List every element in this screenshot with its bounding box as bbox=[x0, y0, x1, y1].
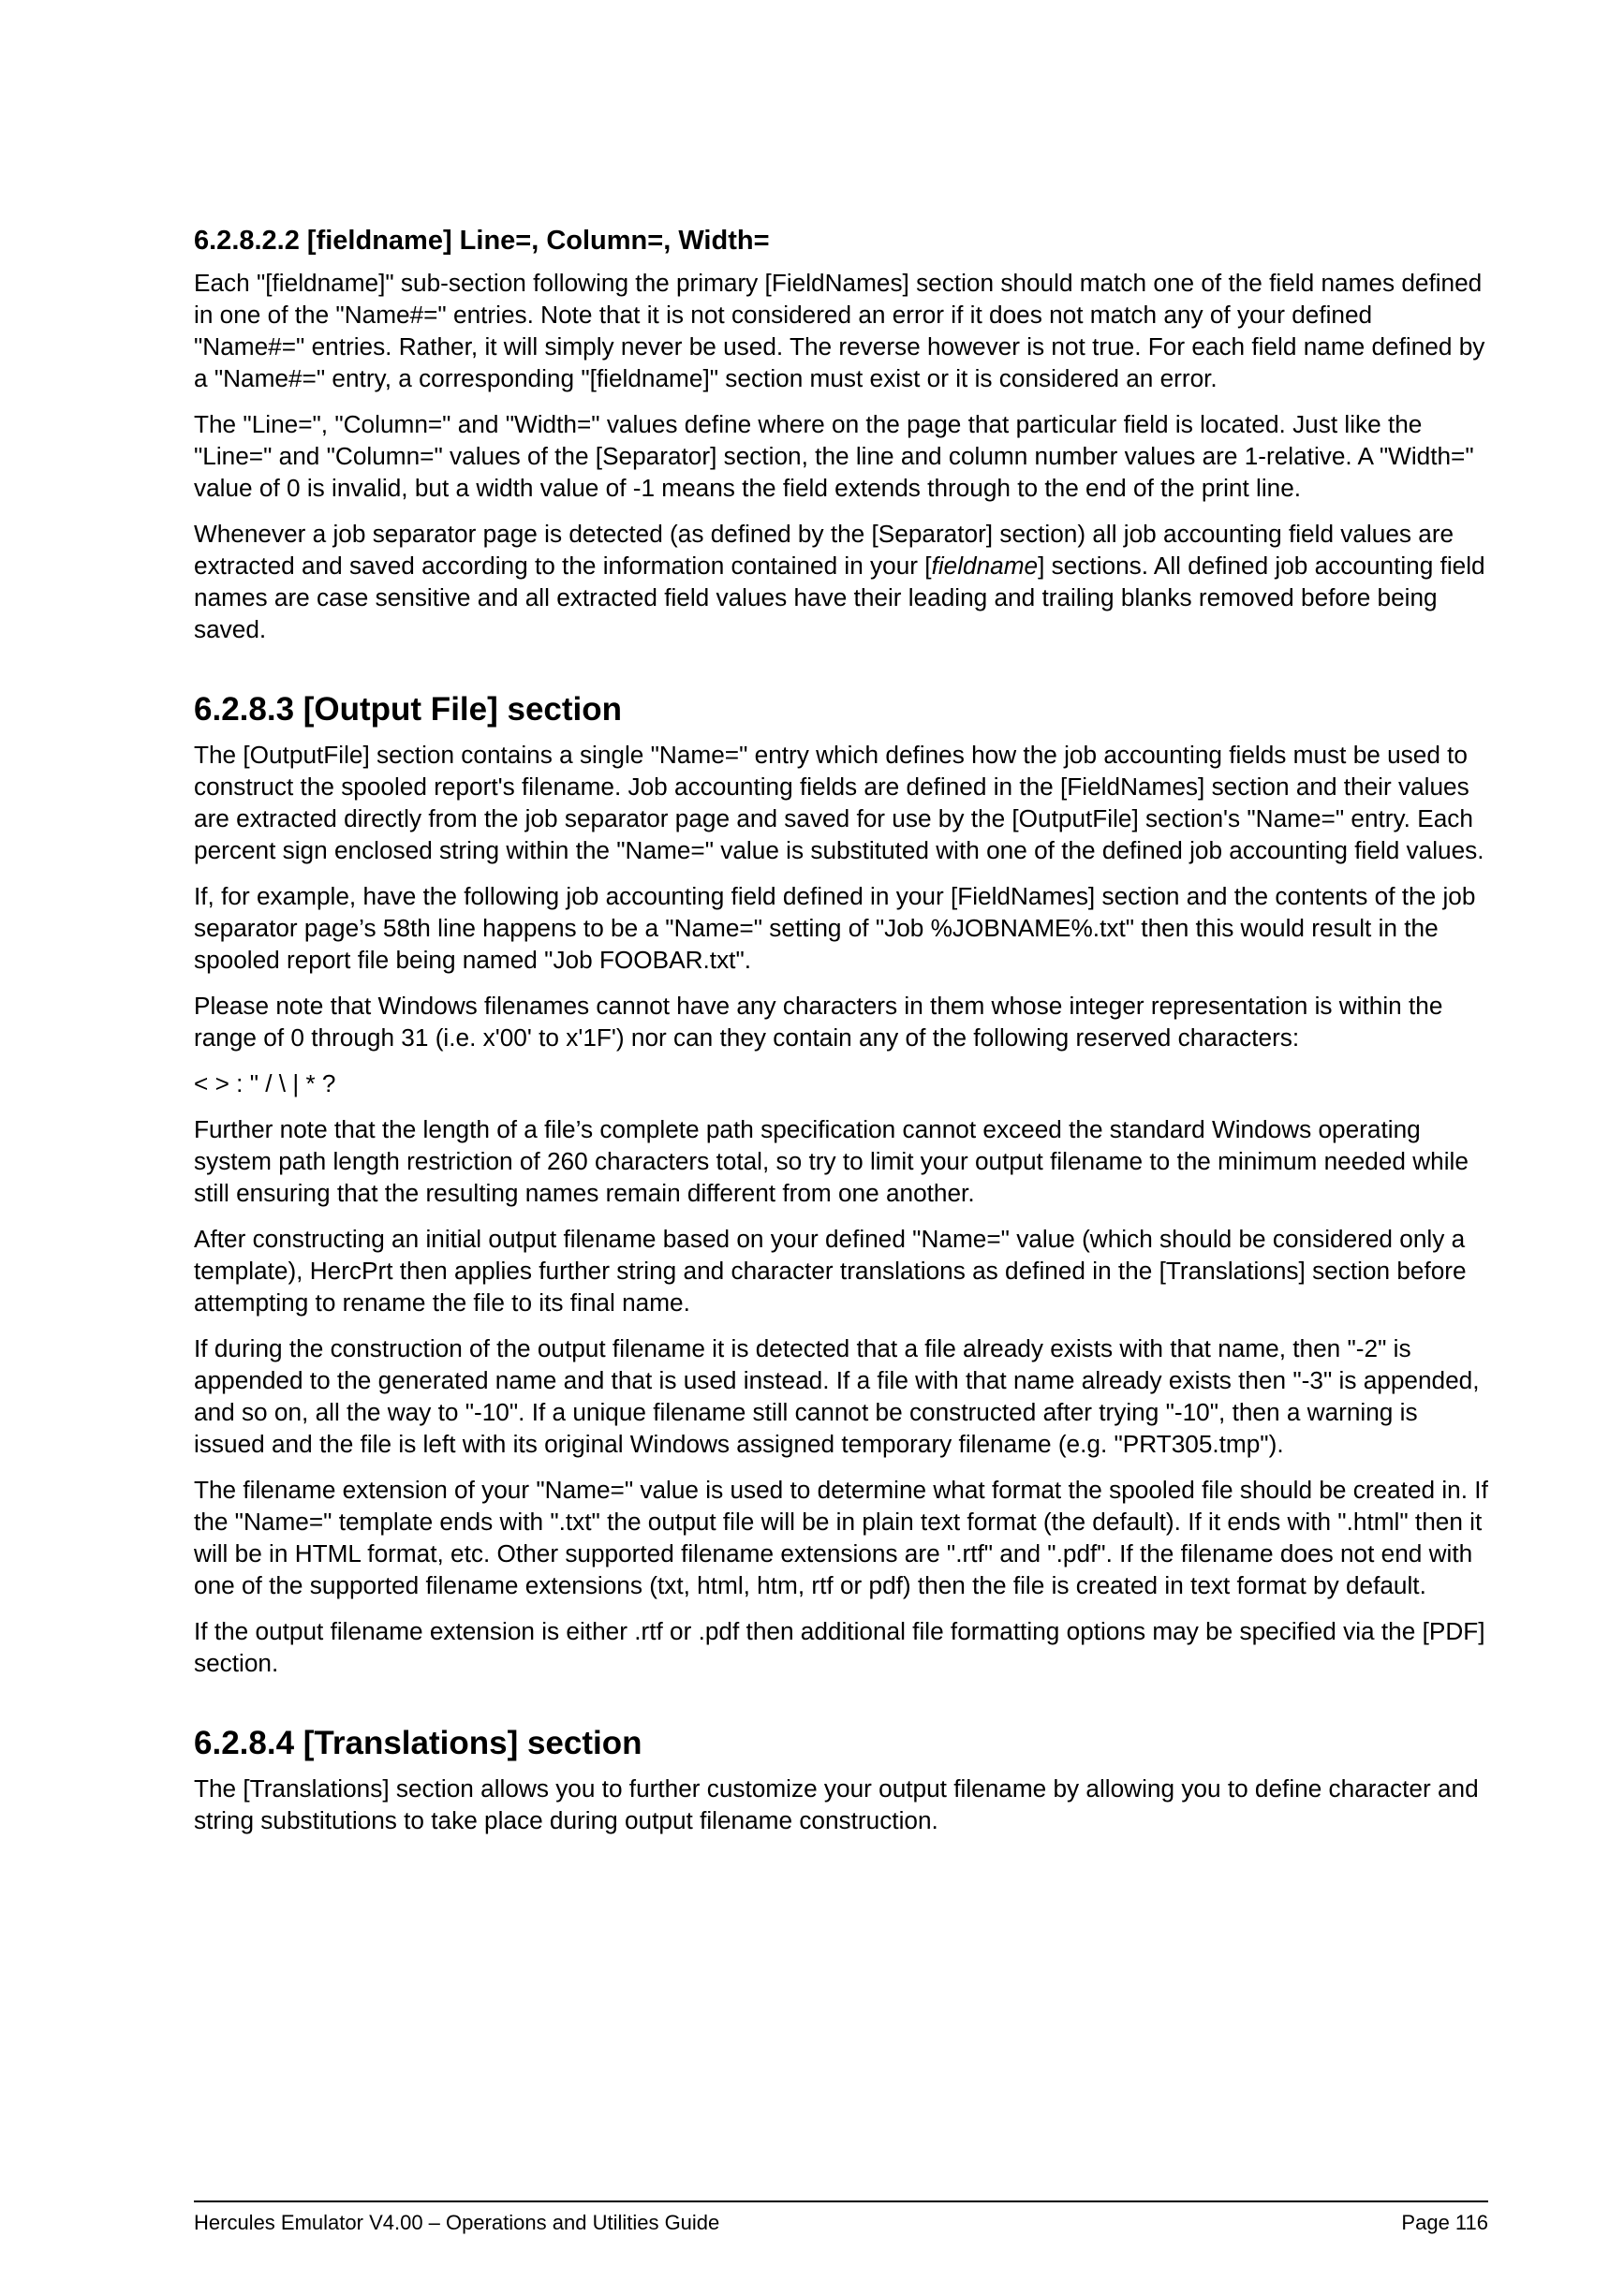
paragraph: The "Line=", "Column=" and "Width=" values define where on the page that particular field is located. Just like the "Line=" and "Column=" values of the [Separator] section, the line and column number values are 1-relative. A "Width=" value of 0 is invalid, but a width value of -1 means the field extends through to the end of the print line. bbox=[194, 409, 1474, 502]
heading-output-file: 6.2.8.3 [Output File] section bbox=[194, 690, 623, 728]
paragraph: After constructing an initial output filename based on your defined "Name=" value (which should be considered only a template), HercPrt then applies further string and character translations as defined in the [Translations] section before attempting to rename the file to its final name. bbox=[194, 1224, 1467, 1317]
heading-fieldname: 6.2.8.2.2 [fieldname] Line=, Column=, Width= bbox=[194, 226, 770, 256]
heading-translations: 6.2.8.4 [Translations] section bbox=[194, 1724, 642, 1761]
paragraph: The [OutputFile] section contains a single "Name=" entry which defines how the job accounting fields must be used to construct the spooled report's filename. Job accounting fields are defined in the [FieldNames] section and their values are extracted directly from the job separator page and saved for use by the [OutputFile] section's "Name=" entry. Each percent sign enclosed string within the "Name=" value is substituted with one of the defined job accounting field values. bbox=[194, 740, 1484, 864]
paragraph: The filename extension of your "Name=" value is used to determine what format the spooled file should be created in. If the "Name=" template ends with ".txt" the output file will be in plain text format (the default). If it ends with ".html" then it will be in HTML format, etc. Other supported filename extensions are ".rtf" and ".pdf". If the filename does not end with one of the supported filename extensions (txt, html, htm, rtf or pdf) then the file is created in text format by default. bbox=[194, 1475, 1488, 1599]
text-span: Whenever a job separator page is detected (as defined by the [Separator] section) all job accounting field values are extracted and saved according to the information contained in your [ bbox=[194, 519, 1454, 580]
paragraph: If, for example, have the following job accounting field defined in your [FieldNames] section and the contents of the job separator page’s 58th line happens to be a "Name=" setting of "Job %JOBNAME%.txt" then this would result in the spooled report file being named "Job FOOBAR.txt". bbox=[194, 881, 1476, 974]
paragraph: Please note that Windows filenames cannot have any characters in them whose integer representation is within the range of 0 through 31 (i.e. x'00' to x'1F') nor can they contain any of the following reserved characters: bbox=[194, 991, 1443, 1052]
paragraph: If the output filename extension is either .rtf or .pdf then additional file formatting options may be specified via the [PDF] section. bbox=[194, 1616, 1485, 1677]
reserved-characters: < > : " / \ | * ? bbox=[194, 1068, 336, 1097]
page-content bbox=[194, 225, 1488, 1850]
text-span: ] sections. All defined job accounting field names are case sensitive and all extracted field values have their leading and trailing blanks removed before being saved. bbox=[194, 551, 1485, 643]
paragraph: If during the construction of the output filename it is detected that a file already exists with that name, then "-2" is appended to the generated name and that is used instead. If a file with that name already exists then "-3" is appended, and so on, all the way to "-10". If a unique filename still cannot be constructed after trying "-10", then a warning is issued and the file is left with its original Windows assigned temporary filename (e.g. "PRT305.tmp"). bbox=[194, 1333, 1480, 1458]
page-footer bbox=[194, 2200, 1488, 2236]
paragraph: The [Translations] section allows you to further customize your output filename by allowing you to define character and string substitutions to take place during output filename construction. bbox=[194, 1774, 1479, 1834]
paragraph: Further note that the length of a file’s complete path specification cannot exceed the standard Windows operating system path length restriction of 260 characters total, so try to limit your output filename to the minimum needed while still ensuring that the resulting names remain different from one another. bbox=[194, 1114, 1469, 1207]
page-number: Page 116 bbox=[1401, 2211, 1488, 2234]
paragraph: Each "[fieldname]" sub-section following the primary [FieldNames] section should match one of the field names defined in one of the "Name#=" entries. Note that it is not considered an error if it does not match any of your defined "Name#=" entries. Rather, it will simply never be used. The reverse however is not true. For each field name defined by a "Name#=" entry, a corresponding "[fieldname]" section must exist or it is considered an error. bbox=[194, 268, 1485, 392]
footer-title: Hercules Emulator V4.00 – Operations and Utilities Guide bbox=[194, 2211, 720, 2234]
italic-term: fieldname bbox=[931, 551, 1039, 580]
paragraph bbox=[194, 518, 1488, 645]
